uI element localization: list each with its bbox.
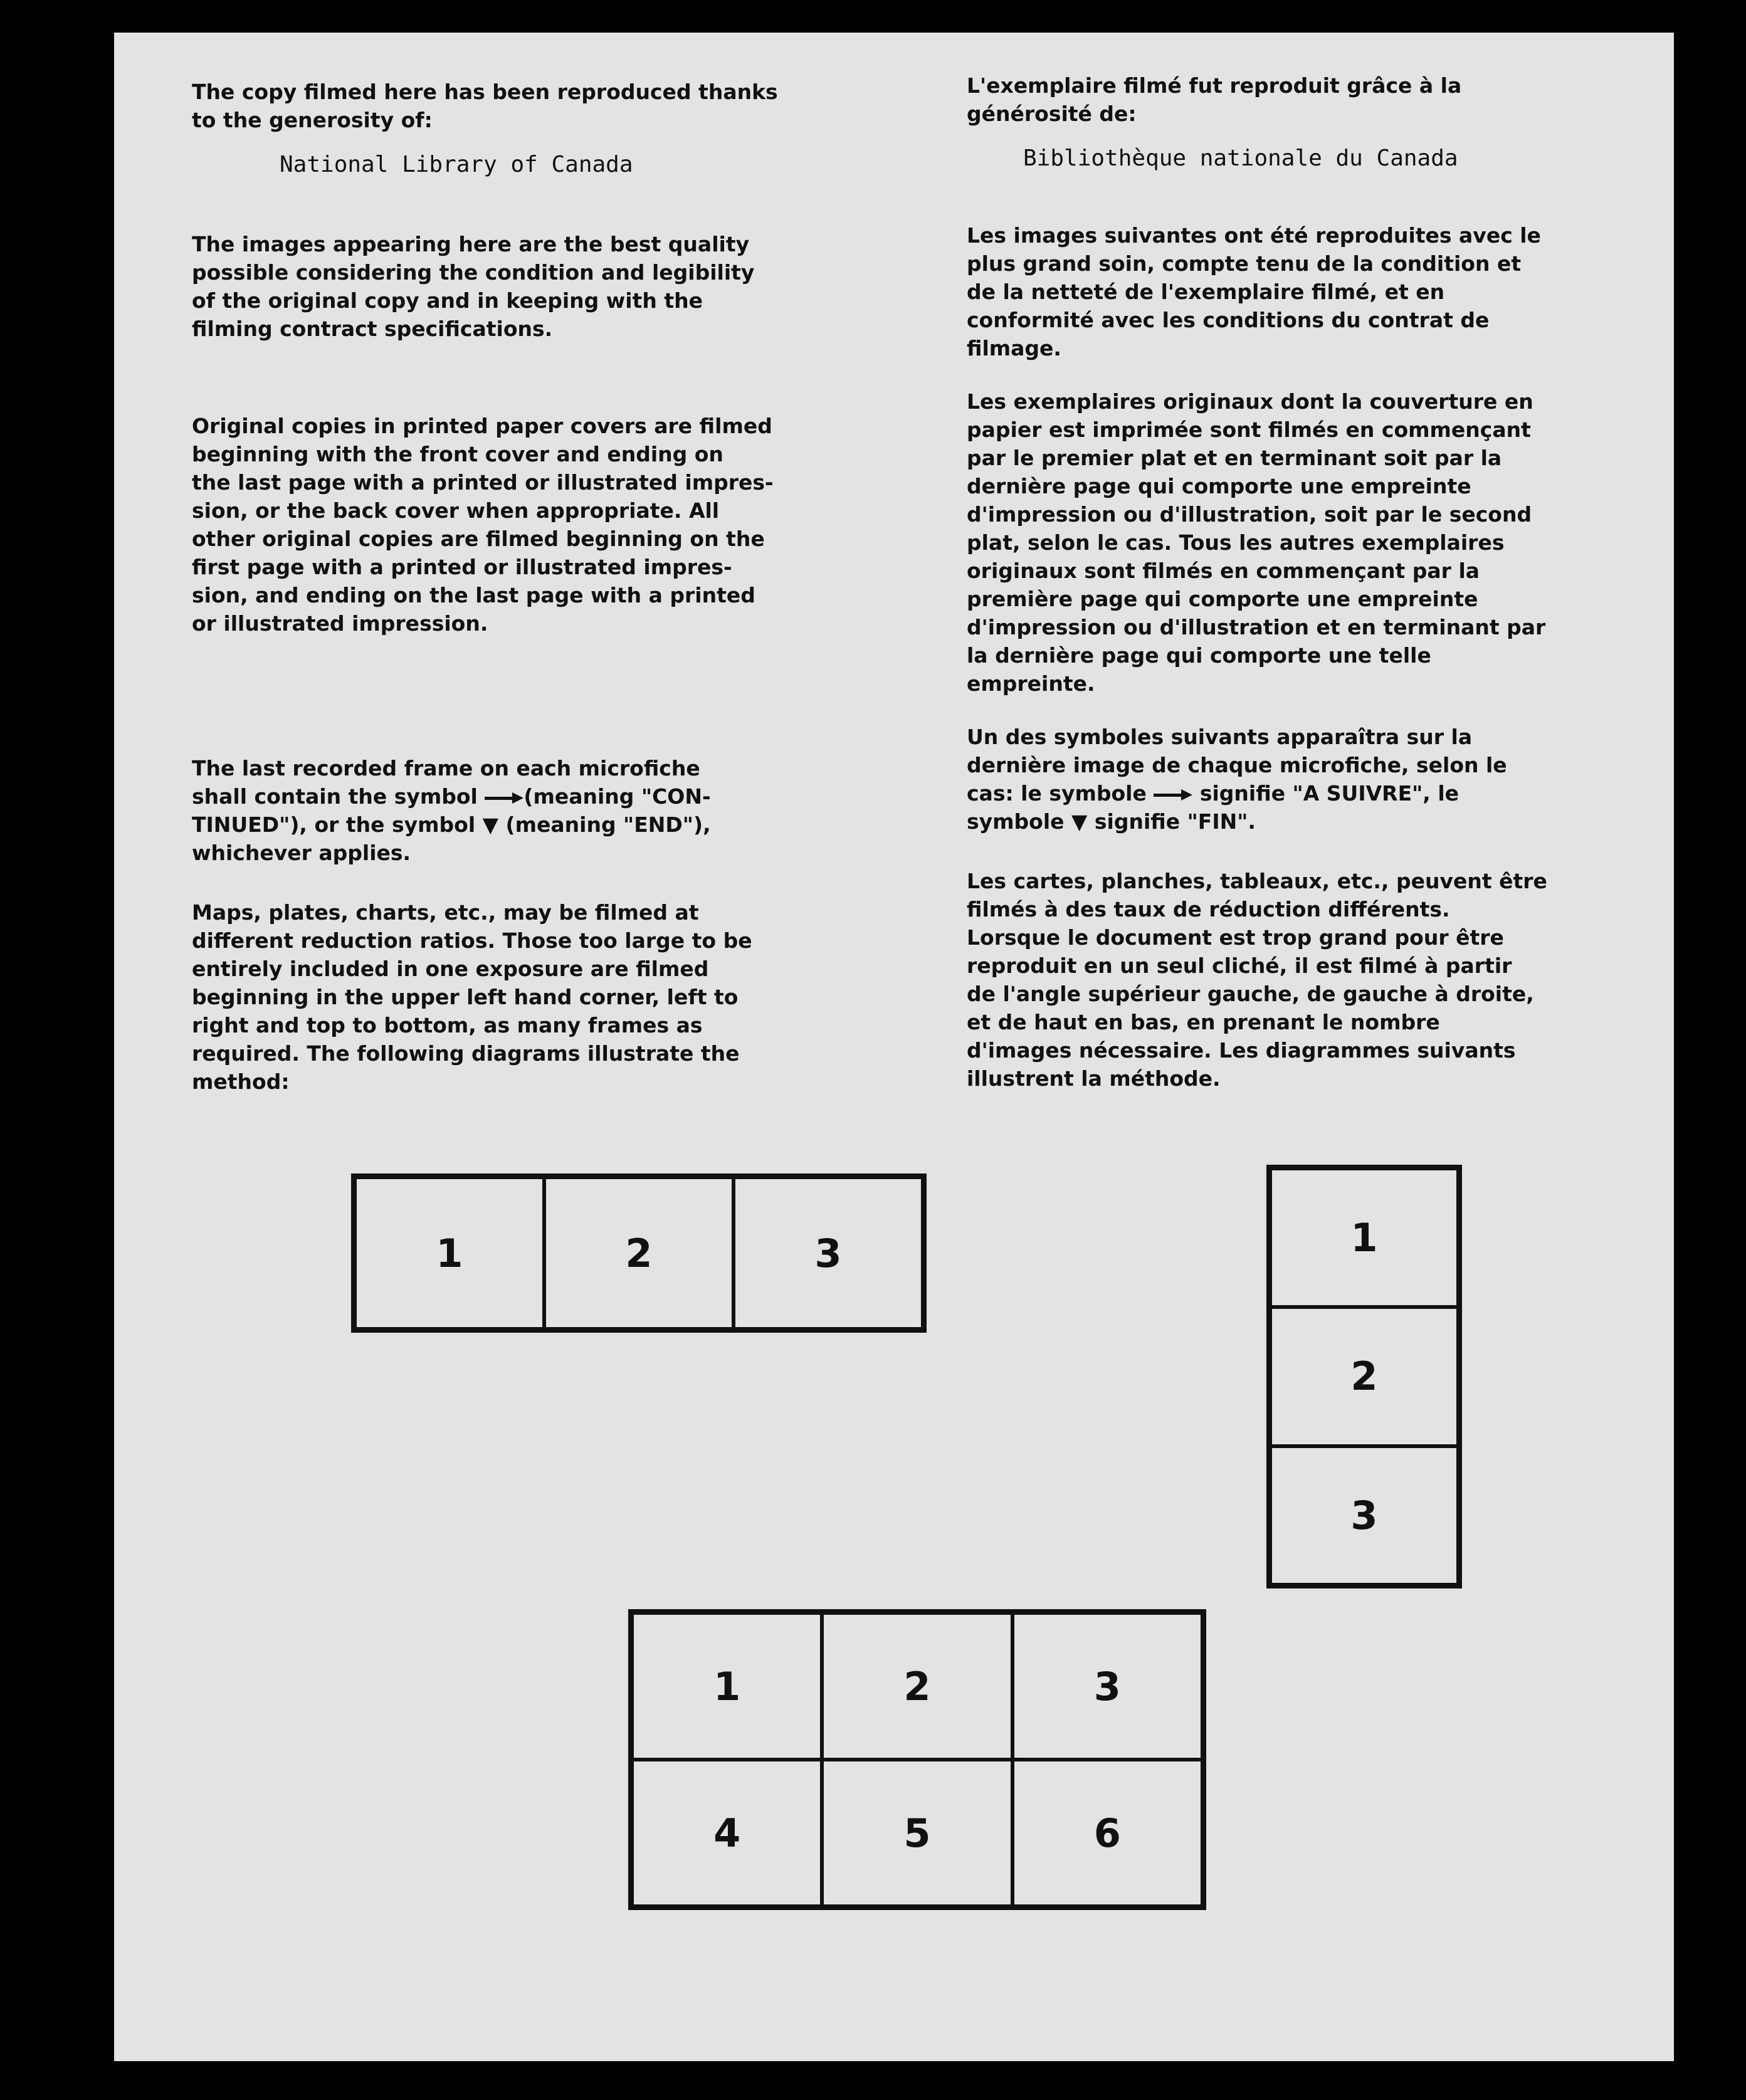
english-symbols-paragraph <box>192 754 894 867</box>
french-column <box>967 71 1669 1093</box>
english-intro: The copy filmed here has been reproduced thanks to the generosity of: <box>192 80 778 132</box>
english-maps-paragraph: Maps, plates, charts, etc., may be filmed at different reduction ratios. Those too large to be entirely included in one exposure are filmed beginning in the upper left hand corner, left to right and top to bottom, as many frames as required. The following diagrams illustrate the method: <box>192 900 752 1094</box>
grid-frame-diagram <box>628 1609 1206 1910</box>
continued-arrow-icon <box>485 794 523 802</box>
frame-cell: 1 <box>355 1177 544 1329</box>
french-intro: L'exemplaire filmé fut reproduit grâce à la générosité de: <box>967 73 1462 126</box>
english-originals-paragraph: Original copies in printed paper covers are filmed beginning with the front cover and ending on the last page with a printed or illustrated impres- sion, or the back cover when appropriate. All other original copies are filmed beginning on the first page with a printed or illustrated impres- sion, and ending on the last page with a printed or illustrated impression. <box>192 414 774 636</box>
frame-cell: 3 <box>1012 1613 1202 1760</box>
french-maps-paragraph: Les cartes, planches, tableaux, etc., peuvent être filmés à des taux de réduction différents. Lorsque le document est trop grand pour être reproduit en un seul cliché, il est filmé à partir de l'angle supérieur gauche, de gauche à droite, et de haut en bas, en prenant le nombre d'images nécessaire. Les diagrammes suivants illustrent la méthode. <box>967 869 1547 1091</box>
frame-cell: 2 <box>822 1613 1012 1760</box>
french-quality-paragraph: Les images suivantes ont été reproduites avec le plus grand soin, compte tenu de la condition et de la netteté de l'exemplaire filmé, et en conformité avec les conditions du contrat de filmage. <box>967 223 1541 360</box>
french-library-name: Bibliothèque nationale du Canada <box>1023 145 1458 171</box>
horizontal-frame-diagram <box>351 1173 927 1333</box>
english-column <box>192 78 894 1096</box>
english-library-name: National Library of Canada <box>280 152 633 177</box>
english-quality-paragraph: The images appearing here are the best quality possible considering the condition and legibility of the original copy and in keeping with the filming contract specifications. <box>192 232 755 341</box>
english-symbols-text-2: (meaning "CON- TINUED"), or the symbol <box>192 784 711 837</box>
a-suivre-arrow-icon <box>1154 790 1192 799</box>
french-symbols-paragraph <box>967 723 1669 836</box>
frame-cell: 3 <box>1270 1446 1458 1585</box>
french-originals-paragraph: Les exemplaires originaux dont la couverture en papier est imprimée sont filmés en commençant par le premier plat et en terminant soit par la dernière page qui comporte une empreinte d'impression ou d'illustration, soit par le second plat, selon le cas. Tous les autres exemplaires originaux sont filmés en commençant par la première page qui comporte une empreinte d'impression ou d'illustration et en terminant par la dernière page qui comporte une telle empreinte. <box>967 389 1546 696</box>
french-symbols-text-1: Un des symboles suivants apparaîtra sur la dernière image de chaque microfiche, selon le cas: le symbole <box>967 725 1507 806</box>
frame-cell: 4 <box>632 1760 822 1906</box>
french-symbols-text-3: signifie "FIN". <box>1087 809 1256 834</box>
french-symbols-text-2: signifie "A SUIVRE", le symbole <box>967 781 1459 834</box>
frame-cell: 2 <box>1270 1307 1458 1446</box>
frame-cell: 6 <box>1012 1760 1202 1906</box>
end-triangle-icon: ▼ <box>482 812 499 837</box>
frame-cell: 5 <box>822 1760 1012 1906</box>
frame-cell: 1 <box>632 1613 822 1760</box>
english-symbols-text-1: The last recorded frame on each microfiche shall contain the symbol <box>192 756 700 809</box>
frame-cell: 1 <box>1270 1168 1458 1307</box>
fin-triangle-icon: ▼ <box>1071 809 1088 834</box>
english-symbols-text-3: (meaning "END"), whichever applies. <box>192 812 711 865</box>
frame-cell: 3 <box>734 1177 923 1329</box>
frame-cell: 2 <box>544 1177 734 1329</box>
vertical-frame-diagram <box>1266 1165 1462 1588</box>
microfiche-notice-page <box>114 33 1674 2061</box>
